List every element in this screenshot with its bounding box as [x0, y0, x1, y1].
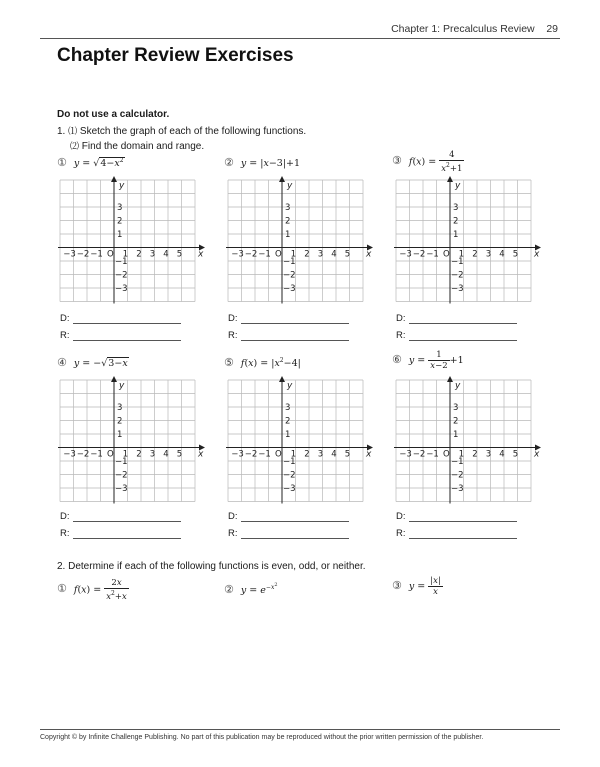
graph-3-x-tick: 3 — [485, 249, 492, 260]
graph-4-y-label: y — [119, 381, 125, 391]
graph-4-x-tick: 3 — [149, 449, 156, 460]
graph-3-origin-label: O — [443, 249, 450, 260]
graph-6-y-arrow — [447, 376, 453, 382]
graph-3-x-tick: 2 — [472, 249, 478, 260]
range-5-label: R: — [228, 528, 238, 539]
graph-6-y-tick: −1 — [451, 457, 464, 467]
domain-1-answer-line[interactable] — [73, 323, 181, 324]
graph-3-x-tick: 1 — [458, 249, 465, 260]
graph-1-y-arrow — [111, 176, 117, 182]
part-marker: ⑵ — [70, 141, 80, 151]
graph-4-y-tick: 2 — [117, 416, 123, 427]
graph-2-x-tick: 2 — [304, 249, 310, 260]
graph-4-x-tick: −1 — [90, 449, 103, 460]
graph-2-x-tick: −2 — [244, 249, 258, 260]
item-marker: ① — [57, 582, 67, 596]
graph-2-x-label: x — [366, 249, 372, 260]
graph-1-x-tick: 5 — [176, 249, 183, 260]
page-number: 29 — [546, 23, 558, 35]
graph-1-y-label: y — [119, 181, 125, 191]
footer-rule — [40, 729, 560, 730]
graph-6-x-tick: −3 — [399, 449, 412, 460]
function-5: ⑤ $f(x) = |x^2-4|$ — [224, 356, 301, 369]
graph-3-y-tick: −3 — [451, 284, 464, 294]
q2-function-1: ① f(x) = $\frac{2x}{x^2+x}$ — [57, 578, 127, 602]
range-2-label: R: — [228, 330, 238, 341]
graph-4-y-tick: −1 — [115, 457, 128, 467]
graph-5-x-tick: 3 — [317, 449, 324, 460]
question-number: 1. — [57, 126, 66, 137]
graph-1-y-tick: −2 — [115, 270, 128, 281]
graph-3-x-tick: −1 — [426, 249, 439, 260]
function-4: ④ y = −√3−x — [57, 356, 128, 369]
function-3: ③ f(x) = $\frac{4}{x^2+1}$ — [392, 150, 463, 174]
domain-4-label: D: — [60, 511, 70, 522]
domain-2-answer-line[interactable] — [241, 323, 349, 324]
graph-3-x-tick: 4 — [499, 249, 505, 260]
domain-6-answer-line[interactable] — [409, 521, 517, 522]
graph-1-x-tick: 1 — [122, 249, 129, 260]
question-2-prompt: 2. Determine if each of the following functions is even, odd, or neither. — [57, 561, 366, 572]
graph-2-y-tick: −2 — [283, 270, 296, 281]
graph-5-x-tick: −3 — [231, 449, 244, 460]
domain-5-answer-line[interactable] — [241, 521, 349, 522]
graph-6-x-tick: 2 — [472, 449, 478, 460]
graph-6-y-label: y — [455, 381, 461, 391]
domain-5-label: D: — [228, 511, 238, 522]
graph-1-x-tick: 2 — [136, 249, 142, 260]
range-4-label: R: — [60, 528, 70, 539]
domain-6-label: D: — [396, 511, 406, 522]
graph-1-x-tick: 4 — [163, 249, 169, 260]
graph-2-x-tick: −1 — [258, 249, 271, 260]
graph-1-x-tick: −1 — [90, 249, 103, 260]
graph-4-y-tick: −3 — [115, 484, 128, 494]
item-marker: ② — [224, 156, 234, 169]
graph-5-x-tick: 1 — [290, 449, 297, 460]
graph-1-y-tick: −1 — [115, 257, 128, 267]
graph-1-y-tick: 1 — [117, 230, 123, 240]
graph-5-y-label: y — [287, 381, 293, 391]
graph-6-x-tick: 4 — [499, 449, 505, 460]
graph-5-x-tick: −2 — [244, 449, 258, 460]
q2-function-3: ③ y = $\frac{|x|}{x}$ — [392, 576, 441, 597]
graph-5-x-tick: −1 — [258, 449, 271, 460]
graph-6-x-tick: 5 — [512, 449, 519, 460]
range-3-label: R: — [396, 330, 406, 341]
graph-2-y-tick: 3 — [285, 203, 291, 213]
graph-6-x-tick: 1 — [458, 449, 465, 460]
graph-6-y-tick: 3 — [453, 403, 459, 413]
graph-4-x-tick: −3 — [63, 449, 76, 460]
range-3-answer-line[interactable] — [409, 340, 517, 341]
item-marker: ④ — [57, 356, 67, 369]
part-marker: ⑴ — [68, 126, 78, 136]
page-title: Chapter Review Exercises — [57, 45, 294, 66]
range-5-answer-line[interactable] — [241, 538, 349, 539]
graph-6-x-tick: −1 — [426, 449, 439, 460]
graph-6-origin-label: O — [443, 449, 450, 460]
graph-4-y-tick: 1 — [117, 430, 123, 440]
graph-6-y-tick: 2 — [453, 416, 459, 427]
graph-1-y-tick: −3 — [115, 284, 128, 294]
domain-1-label: D: — [60, 313, 70, 324]
graph-1-origin-label: O — [107, 249, 114, 260]
graph-5-x-tick: 2 — [304, 449, 310, 460]
graph-4-y-arrow — [111, 376, 117, 382]
graph-3-y-arrow — [447, 176, 453, 182]
graph-1-x-tick: −2 — [76, 249, 90, 260]
graph-2-origin-label: O — [275, 249, 282, 260]
graph-3-y-label: y — [455, 181, 461, 191]
item-marker: ③ — [392, 579, 402, 592]
q2-function-2: ② $y = e^{-x^2}$ — [224, 582, 278, 597]
graph-5-x-tick: 5 — [344, 449, 351, 460]
graph-5-x-tick: 4 — [331, 449, 337, 460]
function-1: ① $y = √4-x^2$ — [57, 156, 124, 169]
item-marker: ⑥ — [392, 353, 402, 366]
graph-4-origin-label: O — [107, 449, 114, 460]
graph-5-origin-label: O — [275, 449, 282, 460]
graph-4-x-tick: 1 — [122, 449, 129, 460]
graph-4-x-tick: −2 — [76, 449, 90, 460]
graph-6-y-tick: 1 — [453, 430, 459, 440]
graph-4-y-tick: 3 — [117, 403, 123, 413]
graph-4-x-tick: 2 — [136, 449, 142, 460]
graph-5-y-tick: −3 — [283, 484, 296, 494]
instruction: Do not use a calculator. — [57, 109, 170, 120]
graph-3-x-label: x — [534, 249, 540, 260]
part-text: Sketch the graph of each of the following functions. — [79, 126, 307, 137]
graph-2-x-tick: 4 — [331, 249, 337, 260]
domain-3-label: D: — [396, 313, 406, 324]
graph-5-x-label: x — [366, 449, 372, 460]
graph-1-x-label: x — [198, 249, 204, 260]
graph-2-y-tick: −1 — [283, 257, 296, 267]
range-1-answer-line[interactable] — [73, 340, 181, 341]
part-text: Find the domain and range. — [81, 141, 205, 152]
graph-3-y-tick: 2 — [453, 216, 459, 227]
graph-5-y-tick: 1 — [285, 430, 291, 440]
graph-5-y-tick: −1 — [283, 457, 296, 467]
graph-6-x-tick: 3 — [485, 449, 492, 460]
graph-2-x-tick: 3 — [317, 249, 324, 260]
graph-4-y-tick: −2 — [115, 470, 128, 481]
graph-4-x-tick: 5 — [176, 449, 183, 460]
graph-2-x-tick: −3 — [231, 249, 244, 260]
graph-3-y-tick: −2 — [451, 270, 464, 281]
graph-5-y-arrow — [279, 376, 285, 382]
graph-5-y-tick: −2 — [283, 470, 296, 481]
range-6-label: R: — [396, 528, 406, 539]
graph-6-y-tick: −2 — [451, 470, 464, 481]
domain-4-answer-line[interactable] — [73, 521, 181, 522]
graph-6-y-tick: −3 — [451, 484, 464, 494]
graph-3-y-tick: −1 — [451, 257, 464, 267]
item-marker: ⑤ — [224, 356, 234, 369]
range-2-answer-line[interactable] — [241, 340, 349, 341]
graph-3-x-tick: −3 — [399, 249, 412, 260]
graph-2-y-tick: −3 — [283, 284, 296, 294]
domain-3-answer-line[interactable] — [409, 323, 517, 324]
graph-3-y-tick: 3 — [453, 203, 459, 213]
graph-3-y-tick: 1 — [453, 230, 459, 240]
graph-4-x-label: x — [198, 449, 204, 460]
range-4-answer-line[interactable] — [73, 538, 181, 539]
graph-2-y-tick: 1 — [285, 230, 291, 240]
graph-2-y-label: y — [287, 181, 293, 191]
graph-4-x-tick: 4 — [163, 449, 169, 460]
item-marker: ① — [57, 156, 67, 169]
function-6: ⑥ y = $\frac{1}{x-2}$ +1 — [392, 350, 464, 371]
range-1-label: R: — [60, 330, 70, 341]
graph-5-y-tick: 3 — [285, 403, 291, 413]
graph-1-x-tick: 3 — [149, 249, 156, 260]
function-2: ② y = |x−3|+1 — [224, 156, 301, 169]
item-marker: ③ — [392, 154, 402, 168]
range-6-answer-line[interactable] — [409, 538, 517, 539]
copyright-footer: Copyright © by Infinite Challenge Publishing. No part of this publication may be reproduced without the prior written permission of the publisher. — [40, 734, 484, 741]
domain-2-label: D: — [228, 313, 238, 324]
graph-1-x-tick: −3 — [63, 249, 76, 260]
graph-3-x-tick: 5 — [512, 249, 519, 260]
graph-6-x-label: x — [534, 449, 540, 460]
graph-2-x-tick: 1 — [290, 249, 297, 260]
graph-2-y-tick: 2 — [285, 216, 291, 227]
graph-2-y-arrow — [279, 176, 285, 182]
graph-1-y-tick: 3 — [117, 203, 123, 213]
item-marker: ② — [224, 583, 234, 597]
graph-6-x-tick: −2 — [412, 449, 426, 460]
graph-5-y-tick: 2 — [285, 416, 291, 427]
graph-1-y-tick: 2 — [117, 216, 123, 227]
running-head-text: Chapter 1: Precalculus Review — [391, 23, 535, 35]
graph-3-x-tick: −2 — [412, 249, 426, 260]
graph-2-x-tick: 5 — [344, 249, 351, 260]
